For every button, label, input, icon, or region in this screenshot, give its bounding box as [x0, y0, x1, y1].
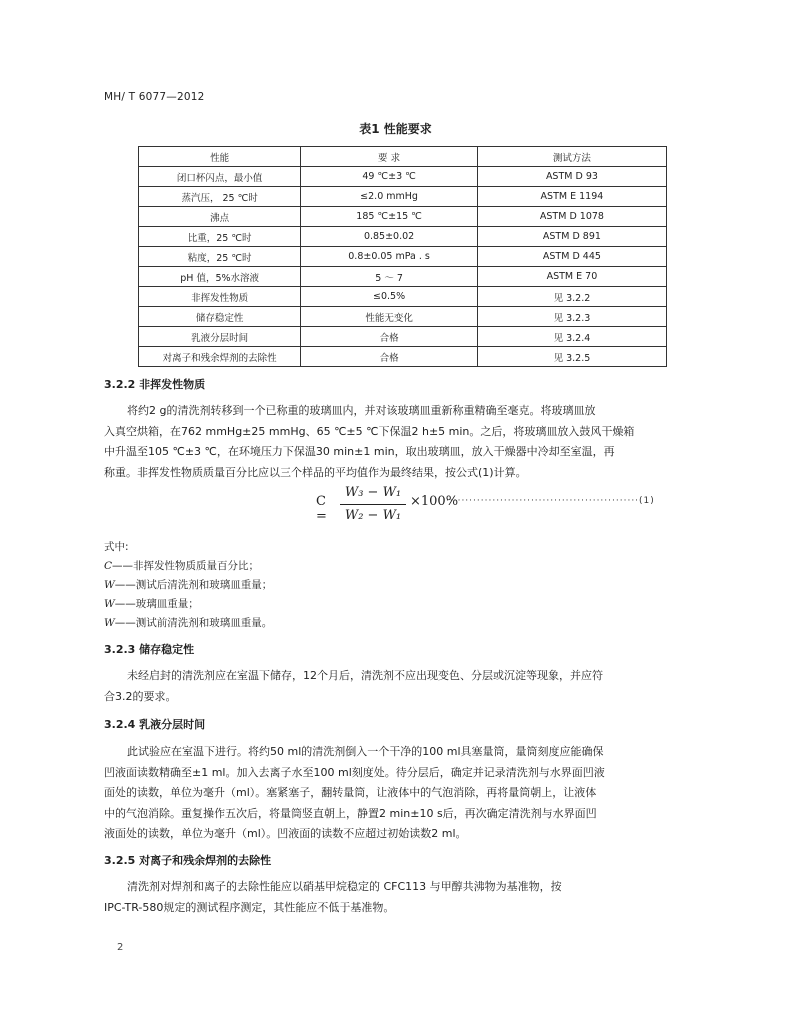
requirement-cell: 合格: [301, 347, 478, 367]
formula-denominator: W₂ − W₁: [344, 508, 402, 523]
requirements-table: [138, 146, 667, 367]
text-line: IPC-TR-580规定的测试程序测定，其性能应不低于基准物。: [104, 900, 395, 914]
symbol: W: [104, 598, 115, 610]
table-row: [139, 187, 667, 207]
table-title: 表1 性能要求: [359, 122, 432, 136]
paragraph-3-2-2: [104, 401, 688, 483]
property-cell: 沸点: [139, 207, 301, 227]
property-cell: 蒸汽压， 25 ℃时: [139, 187, 301, 207]
text-line: 中升温至105 ℃±3 ℃，在环境压力下保温30 min±1 min，取出玻璃皿，放入干燥器中冷却至室温，再: [104, 445, 615, 458]
section-heading-3-2-3: 3.2.3 储存稳定性: [104, 643, 195, 656]
property-cell: 粘度，25 ℃时: [139, 247, 301, 267]
requirement-cell: 0.8±0.05 mPa . s: [301, 247, 478, 267]
test-method-cell: 见 3.2.4: [477, 327, 666, 347]
test-method-cell: ASTM D 445: [477, 247, 666, 267]
requirement-cell: 49 ℃±3 ℃: [301, 167, 478, 187]
where-item: [104, 615, 272, 630]
text-line: 称重。非挥发性物质质量百分比应以三个样品的平均值作为最终结果，按公式(1)计算。: [104, 465, 527, 479]
text-line: 面处的读数，单位为毫升（ml）。塞紧塞子，翻转量筒，让液体中的气泡消除，再将量筒朝上，让液体: [104, 786, 597, 799]
where-item: [104, 558, 259, 573]
table-row: [139, 267, 667, 287]
where-intro: 式中:: [104, 541, 129, 553]
requirement-cell: 性能无变化: [301, 307, 478, 327]
column-header: 性能: [139, 147, 301, 167]
column-header: 测试方法: [477, 147, 666, 167]
test-method-cell: 见 3.2.5: [477, 347, 666, 367]
symbol-description: ——测试后清洗剂和玻璃皿重量；: [114, 579, 273, 591]
text-line: 未经启封的清洗剂应在室温下储存，12个月后，清洗剂不应出现变色、分层或沉淀等现象，并应符: [127, 669, 603, 682]
property-cell: 闭口杯闪点，最小值: [139, 167, 301, 187]
requirement-cell: 5 ～ 7: [301, 267, 478, 287]
text-line: 液面处的读数，单位为毫升（ml）。凹液面的读数不应超过初始读数2 ml。: [104, 827, 467, 840]
symbol: W: [104, 579, 115, 591]
text-line: 将约2 g的清洗剂转移到一个已称重的玻璃皿内，并对该玻璃皿重新称重精确至毫克。将玻璃皿放: [127, 404, 596, 417]
requirement-cell: ≤0.5%: [301, 287, 478, 307]
table-row: [139, 227, 667, 247]
standard-number: MH/ T 6077—2012: [104, 91, 205, 103]
test-method-cell: ASTM D 891: [477, 227, 666, 247]
text-line: 入真空烘箱，在762 mmHg±25 mmHg、65 ℃±5 ℃下保温2 h±5 min。之后，将玻璃皿放入鼓风干燥箱: [104, 424, 635, 438]
formula-leader: [446, 496, 655, 506]
text-line: 中的气泡消除。重复操作五次后，将量筒竖直朝上，静置2 min±10 s后，再次确定清洗剂与水界面凹: [104, 806, 597, 820]
table-row: [139, 347, 667, 367]
test-method-cell: ASTM E 1194: [477, 187, 666, 207]
table-row: [139, 167, 667, 187]
table-row: [139, 287, 667, 307]
paragraph-3-2-3: [104, 666, 688, 707]
paragraph-3-2-4: [104, 742, 688, 845]
symbol-description: ——测试前清洗剂和玻璃皿重量。: [114, 617, 273, 629]
symbol-description: ——玻璃皿重量；: [114, 598, 199, 610]
requirement-cell: 0.85±0.02: [301, 227, 478, 247]
test-method-cell: 见 3.2.2: [477, 287, 666, 307]
text-line: 清洗剂对焊剂和离子的去除性能应以硝基甲烷稳定的 CFC113 与甲醇共沸物为基准物，按: [127, 880, 562, 893]
requirement-cell: 合格: [301, 327, 478, 347]
leader-dots: ··················································: [446, 496, 640, 506]
table-row: [139, 247, 667, 267]
text-line: 此试验应在室温下进行。将约50 ml的清洗剂倒入一个干净的100 ml具塞量筒，量筒刻度应能确保: [127, 745, 604, 758]
text-line: 凹液面读数精确至±1 ml。加入去离子水至100 ml刻度处。待分层后，确定并记录清洗剂与水界面凹液: [104, 765, 605, 779]
test-method-cell: ASTM D 93: [477, 167, 666, 187]
fraction-bar: [340, 504, 406, 505]
formula-factor: ×100%: [410, 494, 459, 509]
table-row: [139, 307, 667, 327]
formula-lhs: C =: [316, 494, 327, 524]
text-line: 合3.2的要求。: [104, 689, 177, 703]
symbol-description: ——非挥发性物质质量百分比；: [112, 560, 260, 572]
property-cell: 非挥发性物质: [139, 287, 301, 307]
property-cell: pH 值，5%水溶液: [139, 267, 301, 287]
test-method-cell: 见 3.2.3: [477, 307, 666, 327]
property-cell: 乳液分层时间: [139, 327, 301, 347]
table-row: [139, 207, 667, 227]
equation-number: (1): [639, 496, 655, 506]
symbol: W: [104, 617, 115, 629]
test-method-cell: ASTM E 70: [477, 267, 666, 287]
property-cell: 对离子和残余焊剂的去除性: [139, 347, 301, 367]
property-cell: 储存稳定性: [139, 307, 301, 327]
table-header-row: [139, 147, 667, 167]
property-cell: 比重，25 ℃时: [139, 227, 301, 247]
section-heading-3-2-5: 3.2.5 对离子和残余焊剂的去除性: [104, 854, 272, 867]
symbol: C: [104, 560, 113, 572]
where-item: [104, 596, 199, 611]
page-number: 2: [117, 942, 124, 953]
column-header: 要 求: [301, 147, 478, 167]
requirement-cell: ≤2.0 mmHg: [301, 187, 478, 207]
paragraph-3-2-5: [104, 877, 688, 918]
table-row: [139, 327, 667, 347]
section-heading-3-2-4: 3.2.4 乳液分层时间: [104, 718, 206, 731]
requirement-cell: 185 ℃±15 ℃: [301, 207, 478, 227]
test-method-cell: ASTM D 1078: [477, 207, 666, 227]
section-heading-3-2-2: 3.2.2 非挥发性物质: [104, 378, 206, 391]
where-item: [104, 577, 272, 592]
formula-numerator: W₃ − W₁: [344, 485, 402, 500]
